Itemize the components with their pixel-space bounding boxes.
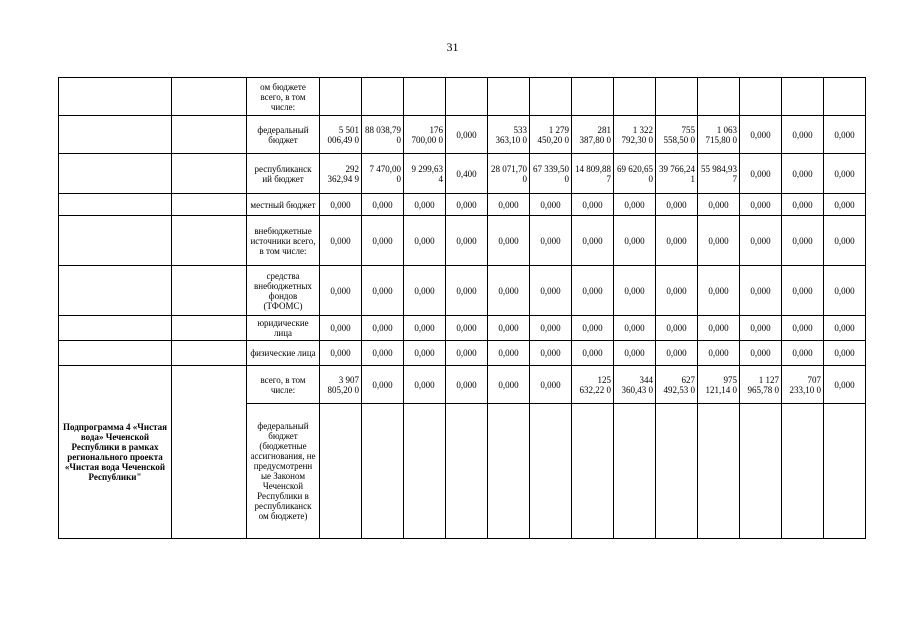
value-cell: 0,000	[698, 341, 740, 366]
value-cell: 28 071,70 0	[488, 154, 530, 194]
value-cell: 0,000	[446, 216, 488, 266]
value-cell	[740, 404, 782, 539]
value-cell: 975 121,14 0	[698, 366, 740, 404]
program-cell	[59, 341, 172, 366]
value-cell: 0,000	[656, 194, 698, 216]
value-cell: 0,000	[362, 341, 404, 366]
value-cell	[404, 78, 446, 116]
value-cell: 0,000	[614, 266, 656, 316]
value-cell	[740, 78, 782, 116]
value-cell: 0,000	[320, 216, 362, 266]
value-cell: 0,000	[740, 194, 782, 216]
value-cell: 0,000	[656, 316, 698, 341]
value-cell: 0,000	[740, 341, 782, 366]
blank-cell	[172, 316, 247, 341]
value-cell: 0,000	[362, 216, 404, 266]
value-cell: 0,000	[656, 266, 698, 316]
value-cell: 0,000	[740, 266, 782, 316]
value-cell: 0,000	[530, 316, 572, 341]
program-cell	[59, 194, 172, 216]
value-cell	[404, 404, 446, 539]
value-cell: 0,000	[488, 341, 530, 366]
value-cell: 0,000	[404, 266, 446, 316]
value-cell: 0,000	[320, 316, 362, 341]
funding-source-cell: местный бюджет	[247, 194, 320, 216]
value-cell: 0,000	[530, 366, 572, 404]
funding-source-cell: республиканск ий бюджет	[247, 154, 320, 194]
value-cell: 0,000	[404, 316, 446, 341]
value-cell	[782, 404, 824, 539]
funding-source-cell: ом бюджете всего, в том числе:	[247, 78, 320, 116]
subprogram-name: Подпрограмма 4 «Чистая вода» Чеченской Республики в рамках регионального проекта «Чистая вода Чеченской Республики"	[59, 366, 172, 539]
value-cell: 0,000	[488, 366, 530, 404]
value-cell: 14 809,88 7	[572, 154, 614, 194]
value-cell: 0,000	[782, 116, 824, 154]
value-cell	[698, 404, 740, 539]
table-row	[59, 341, 866, 366]
value-cell: 0,000	[404, 194, 446, 216]
value-cell	[572, 404, 614, 539]
value-cell: 0,000	[824, 316, 866, 341]
value-cell: 9 299,63 4	[404, 154, 446, 194]
program-cell	[59, 216, 172, 266]
value-cell: 0,000	[782, 316, 824, 341]
table-row	[59, 154, 866, 194]
value-cell	[698, 78, 740, 116]
blank-cell	[172, 366, 247, 539]
value-cell	[782, 78, 824, 116]
value-cell: 0,000	[530, 194, 572, 216]
value-cell	[614, 78, 656, 116]
value-cell	[614, 404, 656, 539]
value-cell: 0,000	[782, 341, 824, 366]
program-cell	[59, 116, 172, 154]
funding-source-cell: внебюджетные источники всего, в том числе:	[247, 216, 320, 266]
blank-cell	[172, 116, 247, 154]
value-cell: 0,000	[488, 316, 530, 341]
value-cell: 67 339,50 0	[530, 154, 572, 194]
value-cell: 0,000	[404, 216, 446, 266]
value-cell: 0,000	[614, 216, 656, 266]
table-row	[59, 316, 866, 341]
value-cell	[362, 78, 404, 116]
value-cell: 7 470,00 0	[362, 154, 404, 194]
value-cell	[362, 404, 404, 539]
value-cell: 0,000	[320, 341, 362, 366]
program-cell	[59, 266, 172, 316]
value-cell	[488, 404, 530, 539]
funding-source-cell: средства внебюджетных фондов (ТФОМС)	[247, 266, 320, 316]
value-cell: 88 038,79 0	[362, 116, 404, 154]
value-cell: 0,000	[362, 194, 404, 216]
program-cell	[59, 154, 172, 194]
value-cell: 755 558,50 0	[656, 116, 698, 154]
value-cell: 0,000	[782, 216, 824, 266]
value-cell: 0,000	[824, 116, 866, 154]
blank-cell	[172, 266, 247, 316]
value-cell: 0,000	[698, 216, 740, 266]
value-cell: 0,000	[446, 266, 488, 316]
value-cell: 0,000	[824, 216, 866, 266]
value-cell: 0,000	[740, 316, 782, 341]
value-cell: 125 632,22 0	[572, 366, 614, 404]
program-cell	[59, 78, 172, 116]
value-cell: 5 501 006,49 0	[320, 116, 362, 154]
value-cell: 533 363,10 0	[488, 116, 530, 154]
value-cell: 0,000	[488, 194, 530, 216]
table-row	[59, 78, 866, 116]
value-cell: 0,000	[320, 194, 362, 216]
value-cell: 0,000	[446, 194, 488, 216]
value-cell: 0,000	[572, 341, 614, 366]
value-cell	[446, 78, 488, 116]
value-cell: 0,000	[782, 194, 824, 216]
value-cell: 0,000	[614, 341, 656, 366]
value-cell: 0,000	[572, 194, 614, 216]
value-cell: 0,000	[824, 266, 866, 316]
value-cell: 0,000	[488, 266, 530, 316]
value-cell	[320, 404, 362, 539]
value-cell: 0,000	[824, 341, 866, 366]
value-cell: 0,000	[362, 266, 404, 316]
funding-source-cell: федеральный бюджет (бюджетные ассигнования, не предусмотренн ые Законом Чеченской Республики в республиканск ом бюджете)	[247, 404, 320, 539]
value-cell: 0,000	[698, 316, 740, 341]
blank-cell	[172, 216, 247, 266]
value-cell: 1 279 450,20 0	[530, 116, 572, 154]
value-cell: 55 984,93 7	[698, 154, 740, 194]
blank-cell	[172, 341, 247, 366]
funding-source-cell: федеральный бюджет	[247, 116, 320, 154]
value-cell: 0,000	[740, 216, 782, 266]
value-cell	[824, 404, 866, 539]
value-cell	[320, 78, 362, 116]
value-cell: 0,000	[698, 266, 740, 316]
table-row	[59, 116, 866, 154]
funding-source-cell: всего, в том числе:	[247, 366, 320, 404]
blank-cell	[172, 194, 247, 216]
value-cell: 0,000	[782, 266, 824, 316]
value-cell: 0,000	[614, 316, 656, 341]
value-cell: 0,000	[320, 266, 362, 316]
value-cell: 0,000	[446, 366, 488, 404]
program-cell	[59, 316, 172, 341]
table-row	[59, 194, 866, 216]
value-cell: 0,000	[572, 316, 614, 341]
value-cell: 0,000	[404, 366, 446, 404]
value-cell	[656, 78, 698, 116]
value-cell: 0,000	[362, 316, 404, 341]
value-cell	[530, 404, 572, 539]
value-cell	[824, 78, 866, 116]
funding-source-cell: физические лица	[247, 341, 320, 366]
page-number: 31	[446, 40, 459, 54]
value-cell: 0,000	[572, 266, 614, 316]
value-cell	[530, 78, 572, 116]
value-cell: 292 362,94 9	[320, 154, 362, 194]
budget-table	[58, 77, 866, 539]
value-cell: 0,000	[446, 116, 488, 154]
value-cell: 0,000	[404, 341, 446, 366]
value-cell: 707 233,10 0	[782, 366, 824, 404]
value-cell: 1 127 965,78 0	[740, 366, 782, 404]
value-cell: 0,000	[614, 194, 656, 216]
value-cell	[446, 404, 488, 539]
value-cell: 0,000	[572, 216, 614, 266]
value-cell: 281 387,80 0	[572, 116, 614, 154]
value-cell: 1 322 792,30 0	[614, 116, 656, 154]
value-cell: 0,000	[362, 366, 404, 404]
value-cell: 0,400	[446, 154, 488, 194]
value-cell: 0,000	[782, 154, 824, 194]
funding-source-cell: юридические лица	[247, 316, 320, 341]
value-cell: 0,000	[656, 216, 698, 266]
value-cell: 0,000	[530, 266, 572, 316]
value-cell: 0,000	[446, 316, 488, 341]
value-cell: 0,000	[530, 341, 572, 366]
value-cell: 0,000	[824, 154, 866, 194]
value-cell: 69 620,65 0	[614, 154, 656, 194]
value-cell: 0,000	[824, 366, 866, 404]
blank-cell	[172, 78, 247, 116]
table-row	[59, 216, 866, 266]
value-cell: 0,000	[488, 216, 530, 266]
value-cell: 0,000	[824, 194, 866, 216]
table-row	[59, 266, 866, 316]
value-cell: 627 492,53 0	[656, 366, 698, 404]
value-cell: 0,000	[446, 341, 488, 366]
value-cell: 1 063 715,80 0	[698, 116, 740, 154]
value-cell	[488, 78, 530, 116]
value-cell: 0,000	[740, 154, 782, 194]
value-cell: 0,000	[656, 341, 698, 366]
value-cell	[572, 78, 614, 116]
value-cell: 0,000	[530, 216, 572, 266]
value-cell: 3 907 805,20 0	[320, 366, 362, 404]
value-cell	[656, 404, 698, 539]
table-row	[59, 366, 866, 404]
blank-cell	[172, 154, 247, 194]
value-cell: 0,000	[698, 194, 740, 216]
value-cell: 176 700,00 0	[404, 116, 446, 154]
value-cell: 0,000	[740, 116, 782, 154]
value-cell: 39 766,24 1	[656, 154, 698, 194]
value-cell: 344 360,43 0	[614, 366, 656, 404]
